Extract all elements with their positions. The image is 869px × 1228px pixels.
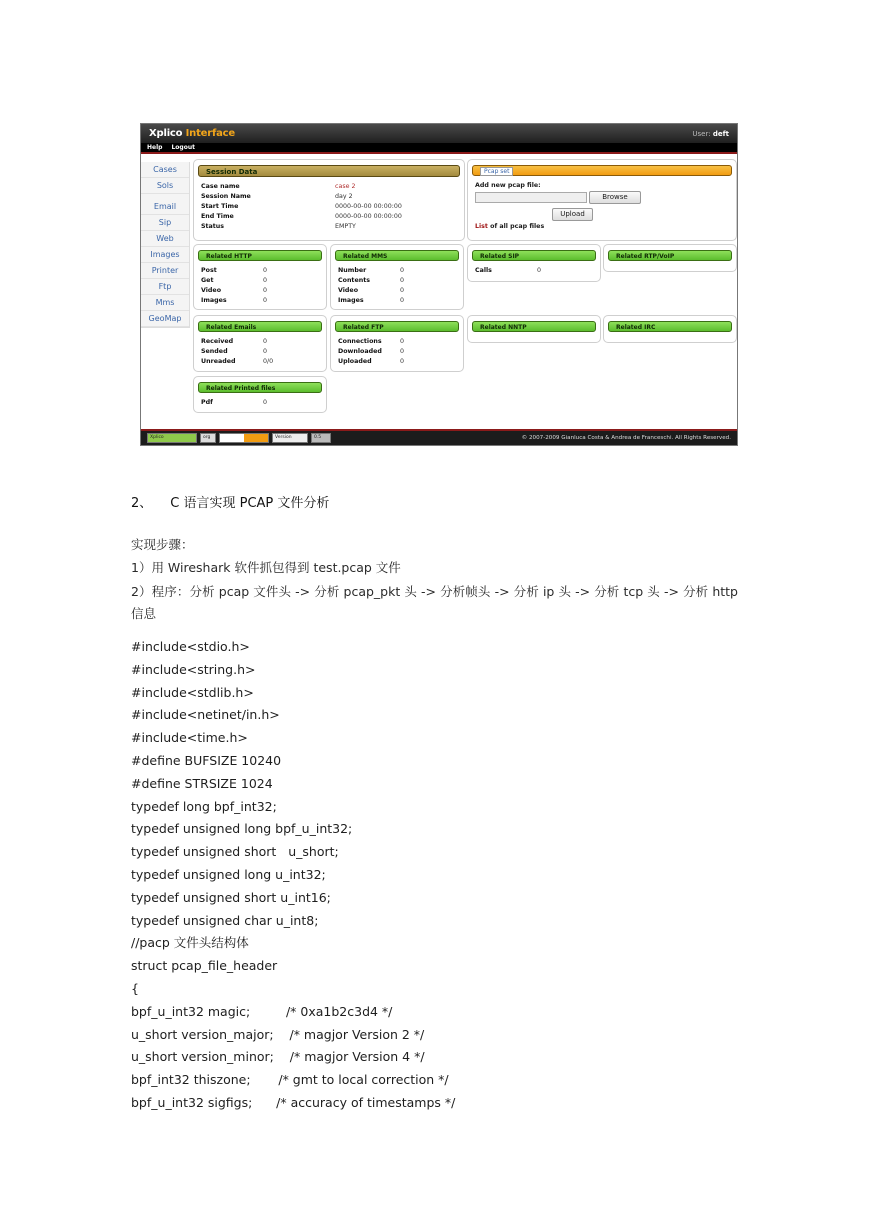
- related-printed-panel: Related Printed files Pdf 0: [193, 376, 327, 413]
- sidebar-item-geomap[interactable]: GeoMap: [141, 311, 189, 327]
- step-2: 2）程序：分析 pcap 文件头 -> 分析 pcap_pkt 头 -> 分析帧头 -> 分析 ip 头 -> 分析 tcp 头 -> 分析 http 信息: [131, 584, 738, 621]
- session-row: Case name case 2: [201, 183, 356, 190]
- related-irc-title: Related IRC: [608, 321, 732, 332]
- step-1: 1）用 Wireshark 软件抓包得到 test.pcap 文件: [131, 560, 401, 575]
- sidebar-item-web[interactable]: Web: [141, 231, 189, 247]
- code-line: #include<string.h>: [131, 661, 256, 677]
- app-header: [141, 124, 737, 143]
- related-irc-panel: [603, 315, 737, 343]
- code-line: {: [131, 980, 139, 996]
- list-pcap-files: List of all pcap files: [475, 223, 545, 230]
- session-row: Start Time 0000-00-00 00:00:00: [201, 203, 402, 210]
- pcap-set-panel: [467, 159, 737, 241]
- version-number-badge: 0.5: [311, 433, 331, 443]
- related-rtp-panel: [603, 244, 737, 272]
- sidebar-item-images[interactable]: Images: [141, 247, 189, 263]
- code-block: [131, 636, 455, 1115]
- user-name: deft: [712, 129, 729, 138]
- add-pcap-label: Add new pcap file:: [475, 182, 541, 189]
- related-http-panel: Related HTTP Post 0 Get 0 Video 0 Images 0: [193, 244, 327, 310]
- code-line: u_short version_minor; /* magjor Version 4 */: [131, 1049, 425, 1065]
- section-heading: [131, 492, 329, 511]
- logo-main-text: Xplico: [149, 128, 183, 139]
- org-badge[interactable]: org: [200, 433, 216, 443]
- section-number: 2、: [131, 496, 153, 511]
- related-emails-title: Related Emails: [198, 321, 322, 332]
- code-line: #include<stdlib.h>: [131, 684, 254, 700]
- session-row: Status EMPTY: [201, 223, 356, 230]
- sidebar: [141, 162, 190, 328]
- pcap-set-title: Pcap set: [472, 165, 732, 176]
- related-nntp-panel: [467, 315, 601, 343]
- code-line: #define BUFSIZE 10240: [131, 752, 282, 768]
- user-label: User:: [692, 129, 711, 138]
- footer-badges: [147, 433, 331, 443]
- related-ftp-title: Related FTP: [335, 321, 459, 332]
- related-rtp-title: Related RTP/VoIP: [608, 250, 732, 261]
- xplico-screenshot: [140, 123, 738, 446]
- sidebar-item-mms[interactable]: Mms: [141, 295, 189, 311]
- code-line: #include<time.h>: [131, 730, 248, 746]
- related-mms-panel: Related MMS Number 0 Contents 0 Video 0 Images 0: [330, 244, 464, 310]
- menu-help[interactable]: Help: [147, 144, 163, 151]
- related-printed-title: Related Printed files: [198, 382, 322, 393]
- code-line: typedef unsigned char u_int8;: [131, 912, 319, 928]
- app-logo: [149, 128, 235, 139]
- related-ftp-panel: Related FTP Connections 0 Downloaded 0 Uploaded 0: [330, 315, 464, 372]
- version-badge: Version: [272, 433, 308, 443]
- code-line: #include<stdio.h>: [131, 639, 250, 654]
- code-line: struct pcap_file_header: [131, 958, 278, 974]
- code-line: //pacp 文件头结构体: [131, 935, 249, 951]
- list-link[interactable]: List: [475, 223, 488, 230]
- code-line: typedef long bpf_int32;: [131, 798, 277, 814]
- sidebar-item-cases[interactable]: Cases: [141, 162, 189, 178]
- section-title: C 语言实现 PCAP 文件分析: [170, 496, 330, 511]
- related-emails-panel: Related Emails Received 0 Sended 0 Unreaded 0/0: [193, 315, 327, 372]
- copyright-text: © 2007-2009 Gianluca Costa & Andrea de Franceschi. All Rights Reserved.: [521, 435, 731, 441]
- code-line: #include<netinet/in.h>: [131, 707, 280, 723]
- sidebar-item-email[interactable]: Email: [141, 199, 189, 215]
- related-sip-panel: Related SIP Calls 0: [467, 244, 601, 282]
- xplico-badge[interactable]: Xplico: [147, 433, 197, 443]
- sidebar-item-ftp[interactable]: Ftp: [141, 279, 189, 295]
- menu-logout[interactable]: Logout: [171, 144, 195, 151]
- sidebar-item-sip[interactable]: Sip: [141, 215, 189, 231]
- related-mms-title: Related MMS: [335, 250, 459, 261]
- menu-bar: [141, 143, 737, 154]
- upload-button[interactable]: Upload: [552, 208, 593, 221]
- code-line: bpf_u_int32 magic; /* 0xa1b2c3d4 */: [131, 1003, 393, 1019]
- related-http-title: Related HTTP: [198, 250, 322, 261]
- code-line: bpf_u_int32 sigfigs; /* accuracy of timestamps */: [131, 1094, 456, 1110]
- code-line: bpf_int32 thiszone; /* gmt to local correction */: [131, 1072, 449, 1088]
- browse-button[interactable]: Browse: [589, 191, 641, 204]
- code-line: typedef unsigned long bpf_u_int32;: [131, 821, 353, 837]
- code-line: typedef unsigned short u_int16;: [131, 889, 331, 905]
- code-line: u_short version_major; /* magjor Version 2 */: [131, 1026, 425, 1042]
- steps-title: 实现步骤：: [131, 537, 194, 552]
- session-data-title: Session Data: [198, 165, 460, 177]
- related-nntp-title: Related NNTP: [472, 321, 596, 332]
- session-row: Session Name day 2: [201, 193, 353, 200]
- pcap-file-input[interactable]: [475, 192, 587, 203]
- sidebar-item-sols[interactable]: Sols: [141, 178, 189, 194]
- session-data-panel: [193, 159, 465, 241]
- session-row: End Time 0000-00-00 00:00:00: [201, 213, 402, 220]
- user-info: [692, 130, 729, 138]
- related-sip-title: Related SIP: [472, 250, 596, 261]
- powered-badge[interactable]: [219, 433, 269, 443]
- code-line: typedef unsigned short u_short;: [131, 844, 339, 860]
- logo-accent-text: Interface: [185, 128, 235, 139]
- code-line: typedef unsigned long u_int32;: [131, 866, 326, 882]
- sidebar-item-printer[interactable]: Printer: [141, 263, 189, 279]
- code-line: #define STRSIZE 1024: [131, 775, 273, 791]
- app-footer: [141, 429, 737, 445]
